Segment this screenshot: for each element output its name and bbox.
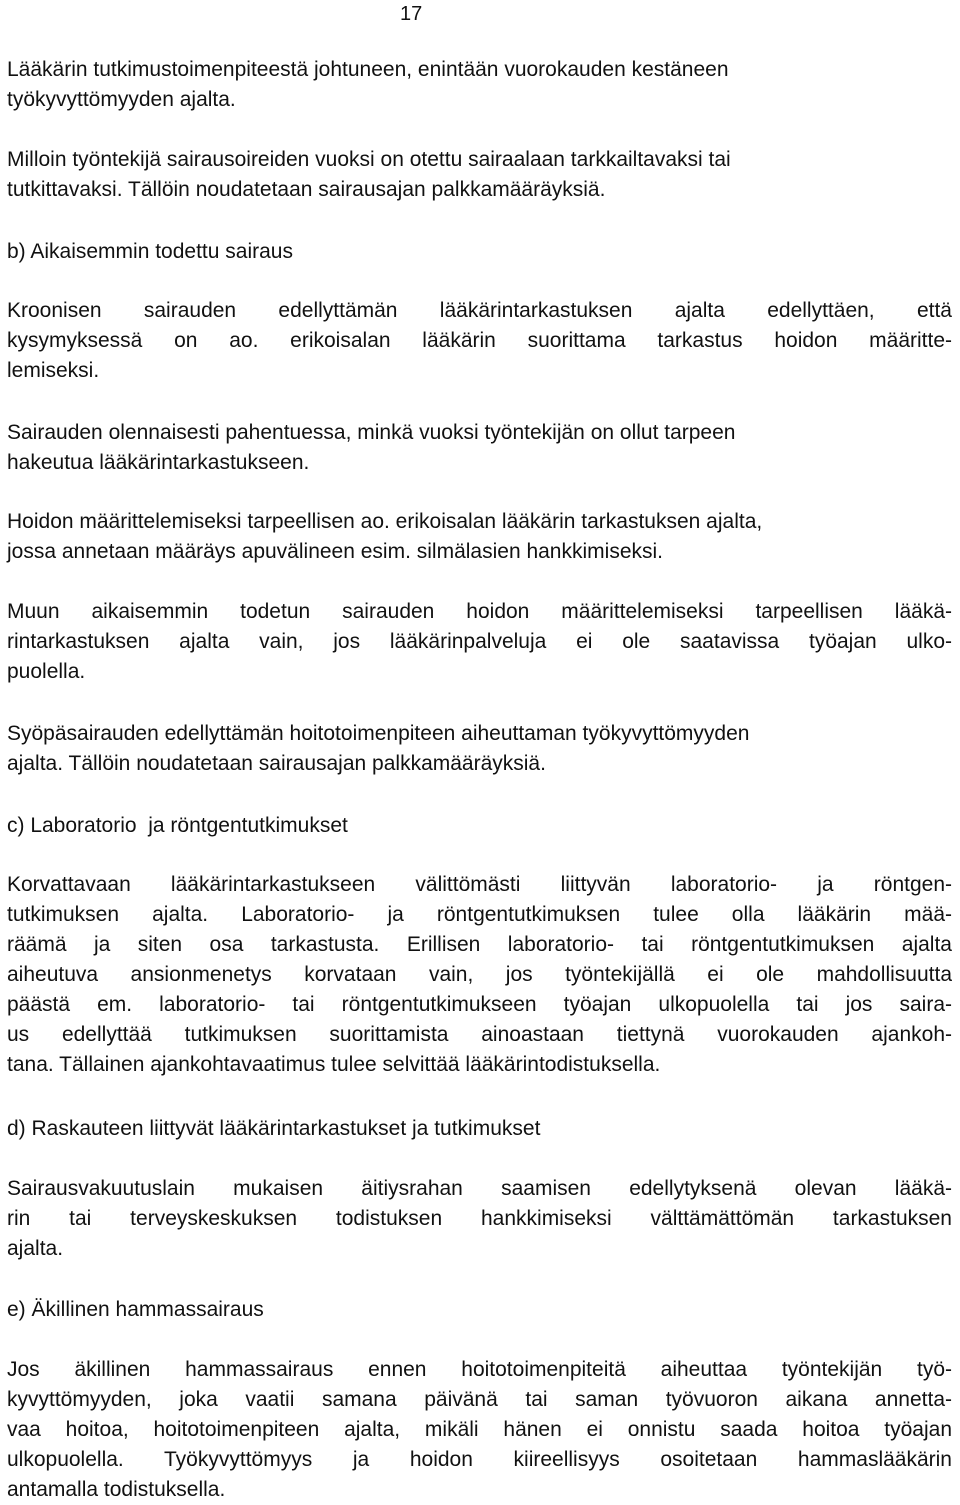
- text-line: Korvattavaan lääkärintarkastukseen välittömästi liittyvän laboratorio- ja röntgen-: [7, 873, 952, 896]
- text-line: lemiseksi.: [7, 359, 100, 382]
- heading-text: d) Raskauteen liittyvät lääkärintarkastukset ja tutkimukset: [7, 1117, 541, 1140]
- text-line: Hoidon määrittelemiseksi tarpeellisen ao. erikoisalan lääkärin tarkastuksen ajalta,: [7, 510, 763, 533]
- text-line: Sairauden olennaisesti pahentuessa, minkä vuoksi työntekijän on ollut tarpeen: [7, 421, 736, 444]
- paragraph: [7, 55, 952, 115]
- text-line: päästä em. laboratorio- tai röntgentutkimukseen työajan ulkopuolella tai jos saira-: [7, 993, 952, 1016]
- text-line: Milloin työntekijä sairausoireiden vuoksi on otettu sairaalaan tarkkailtavaksi tai: [7, 148, 731, 171]
- text-line: räämä ja siten osa tarkastusta. Erillisen laboratorio- tai röntgentutkimuksen ajalta: [7, 933, 952, 956]
- paragraph: [7, 145, 952, 205]
- page-number: 17: [400, 3, 423, 25]
- heading-text: e) Äkillinen hammassairaus: [7, 1298, 264, 1321]
- text-line: ajalta. Tällöin noudatetaan sairausajan palkkamääräyksiä.: [7, 752, 546, 775]
- paragraph: [7, 870, 952, 1080]
- paragraph: [7, 1174, 952, 1264]
- paragraph: [7, 507, 952, 567]
- text-line: kyvyttömyyden, joka vaatii samana päivänä tai saman työvuoron aikana annetta-: [7, 1388, 952, 1411]
- text-line: työkyvyttömyyden ajalta.: [7, 88, 236, 111]
- text-line: vaa hoitoa, hoitotoimenpiteen ajalta, mikäli hänen ei onnistu saada hoitoa työajan: [7, 1418, 952, 1441]
- text-line: jossa annetaan määräys apuvälineen esim. silmälasien hankkimiseksi.: [7, 540, 663, 563]
- heading-text: c) Laboratorio ja röntgentutkimukset: [7, 814, 348, 837]
- text-line: Syöpäsairauden edellyttämän hoitotoimenpiteen aiheuttaman työkyvyttömyyden: [7, 722, 750, 745]
- text-line: tutkimuksen ajalta. Laboratorio- ja röntgentutkimuksen tulee olla lääkärin mää-: [7, 903, 952, 926]
- text-line: Muun aikaisemmin todetun sairauden hoidon määrittelemiseksi tarpeellisen lääkä-: [7, 600, 952, 623]
- section-heading-c: [7, 811, 952, 841]
- section-heading-b: [7, 237, 952, 267]
- text-line: hakeutua lääkärintarkastukseen.: [7, 451, 310, 474]
- text-line: tana. Tällainen ajankohtavaatimus tulee selvittää lääkärintodistuksella.: [7, 1053, 661, 1076]
- text-line: rin tai terveyskeskuksen todistuksen hankkimiseksi välttämättömän tarkastuksen: [7, 1207, 952, 1230]
- text-line: antamalla todistuksella.: [7, 1478, 226, 1501]
- paragraph: [7, 418, 952, 478]
- paragraph: [7, 296, 952, 386]
- text-line: ajalta.: [7, 1237, 64, 1260]
- paragraph: [7, 597, 952, 687]
- text-line: ulkopuolella. Työkyvyttömyys ja hoidon kiireellisyys osoitetaan hammaslääkärin: [7, 1448, 952, 1471]
- paragraph: [7, 719, 952, 779]
- paragraph: [7, 1355, 952, 1505]
- text-line: Sairausvakuutuslain mukaisen äitiysrahan saamisen edellytyksenä olevan lääkä-: [7, 1177, 952, 1200]
- text-line: us edellyttää tutkimuksen suorittamista ainoastaan tiettynä vuorokauden ajankoh-: [7, 1023, 952, 1046]
- heading-text: b) Aikaisemmin todettu sairaus: [7, 240, 293, 263]
- text-line: Kroonisen sairauden edellyttämän lääkärintarkastuksen ajalta edellyttäen, että: [7, 299, 952, 322]
- text-line: Lääkärin tutkimustoimenpiteestä johtuneen, enintään vuorokauden kestäneen: [7, 58, 729, 81]
- section-heading-e: [7, 1295, 952, 1325]
- section-heading-d: [7, 1114, 952, 1144]
- text-line: puolella.: [7, 660, 86, 683]
- text-line: tutkittavaksi. Tällöin noudatetaan sairausajan palkkamääräyksiä.: [7, 178, 606, 201]
- text-line: Jos äkillinen hammassairaus ennen hoitotoimenpiteitä aiheuttaa työntekijän työ-: [7, 1358, 952, 1381]
- text-line: rintarkastuksen ajalta vain, jos lääkärinpalveluja ei ole saatavissa työajan ulko-: [7, 630, 952, 653]
- text-line: kysymyksessä on ao. erikoisalan lääkärin suorittama tarkastus hoidon määritte-: [7, 329, 952, 352]
- text-line: aiheutuva ansionmenetys korvataan vain, jos työntekijällä ei ole mahdollisuutta: [7, 963, 952, 986]
